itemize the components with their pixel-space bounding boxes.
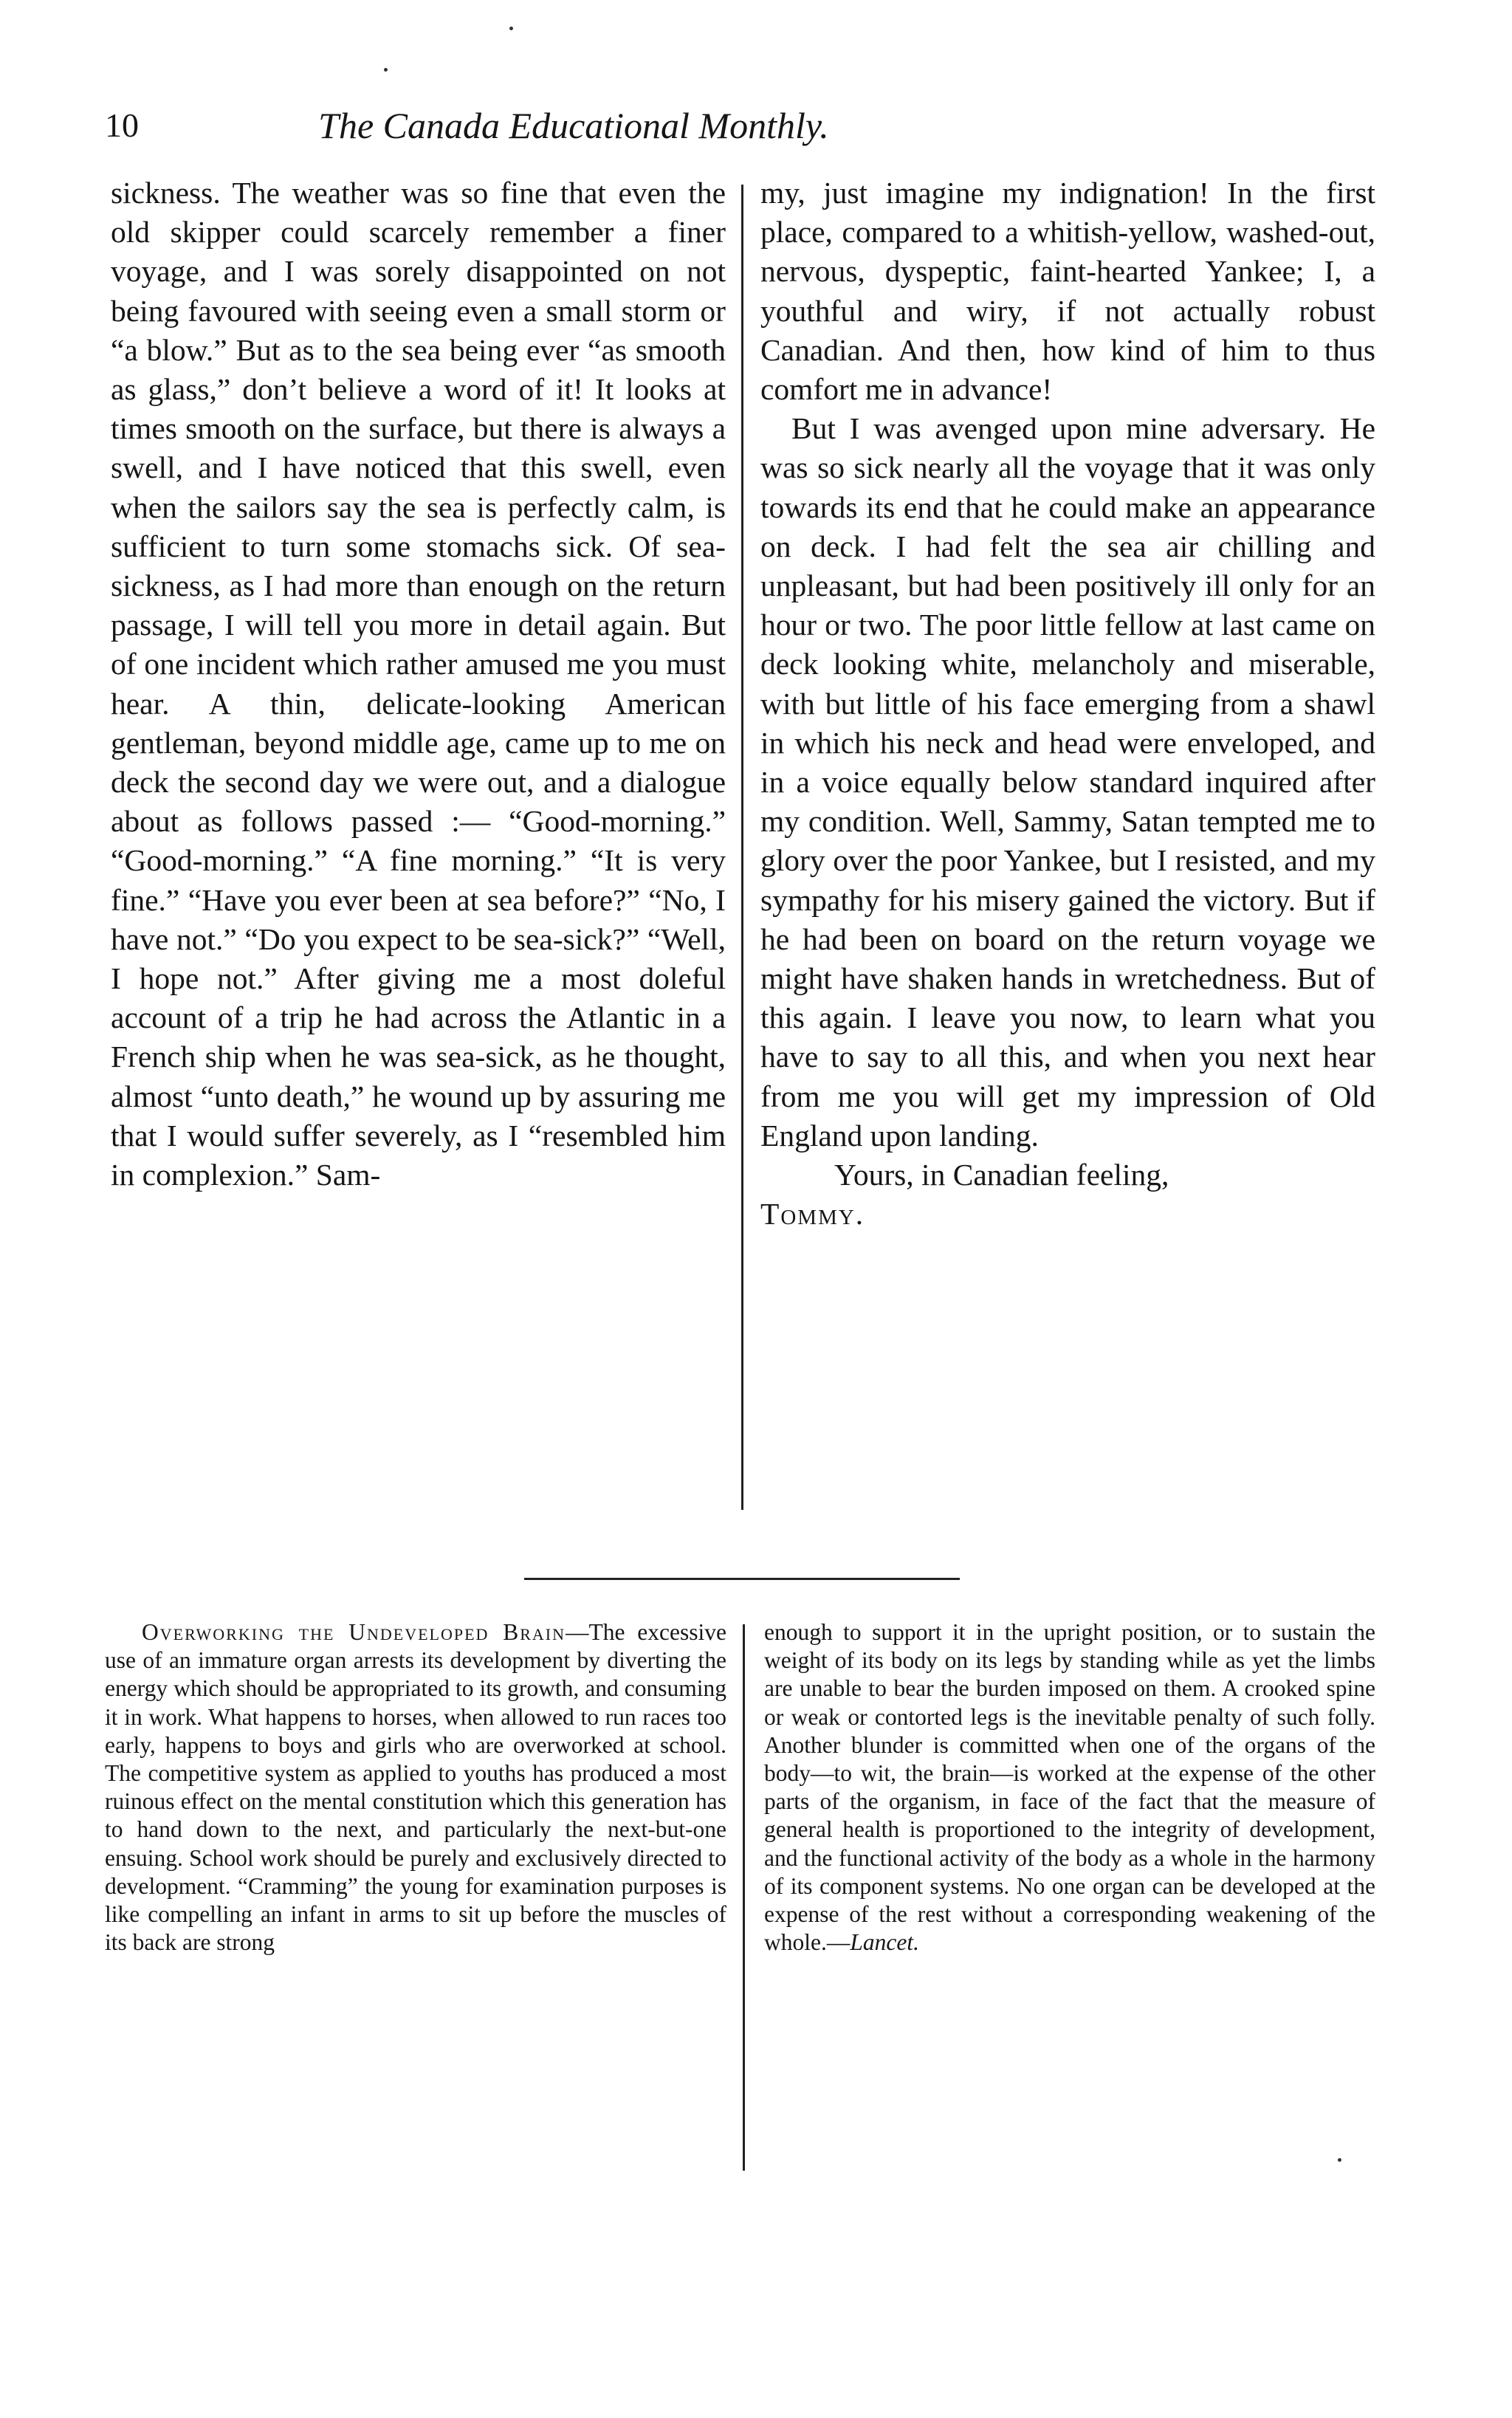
column-rule-lower [743,1624,745,2171]
print-speck [509,27,513,30]
article-source: Lancet. [850,1929,919,1956]
column-rule-upper [741,185,743,1510]
article-left-column [105,1618,726,1957]
letter-signature: Tommy. [760,1197,865,1232]
letter-left-text: sickness. The weather was so fine that even the old skipper could scarcely remember a finer voyage, and I was sorely disappointed on not being favoured with seeing even a small storm or “a blow.” But as to the sea being ever “as smooth as glass,” don’t believe a word of it! It looks at times smooth on the surface, but there is always a swell, and I have noticed that this swell, even when the sailors say the sea is perfectly calm, is sufficient to turn some stomachs sick. Of sea-sickness, as I had more than enough on the return passage, I will tell you more in detail again. But of one incident which rather amused me you must hear. A thin, delicate-looking American gentleman, beyond middle age, came up to me on deck the second day we were out, and a dialogue about as follows passed :— “Good-morning.” “Good-morning.” “A fine morning.” “It is very fine.” “Have you ever been at sea before?” “No, I have not.” “Do you expect to be sea-sick?” “Well, I hope not.” After giving me a most doleful account of a trip he had across the Atlantic in a French ship when he was sea-sick, as he thought, almost “unto death,” he wound up by assuring me that I would suffer severely, as I “resembled him in complexion.” Sam- [111,176,726,1192]
article-right-text: enough to support it in the upright position, or to sustain the weight of its body on its legs by standing while as yet the limbs are unable to bear the burden imposed on them. A crooked spine or weak or contorted legs is the inevitable penalty of such folly. Another blunder is committed when one of the organs of the body—to wit, the brain—is worked at the expense of the other parts of the organism, in face of the fact that the measure of general health is proportioned to the integrity of development, and the functional activity of the body as a whole in the harmony of its component systems. No one organ can be developed at the expense of the rest without a corresponding weakening of the whole.— [764,1619,1375,1956]
page-header [105,103,1042,162]
print-speck [384,68,388,72]
article-paragraph-continued [764,1618,1375,1957]
running-title: The Canada Educational Monthly. [318,105,829,146]
article-left-text: —The excessive use of an immature organ arrests its development by diverting the energy which should be appropriated to its growth, and consuming it in work. What happens to horses, when allowed to run races too early, happens to boys and girls who are overworked at school. The competitive system as applied to youths has produced a most ruinous effect on the mental constitution which this generation has to hand down to the next, and particularly the next-but-one ensuing. School work should be purely and exclusively directed to development. “Cramming” the young for examination purposes is like compelling an infant in arms to sit up before the muscles of its back are strong [105,1619,726,1956]
section-divider [524,1578,960,1580]
article-paragraph [105,1618,726,1957]
letter-closing: Yours, in Canadian feeling, [834,1158,1169,1192]
print-speck [1338,2158,1341,2162]
letter-paragraph-1: my, just imagine my indignation! In the first place, compared to a whitish-yellow, washed-out, nervous, dyspeptic, faint-hearted Yankee; I, a youthful and wiry, if not actually robust Canadian. And then, how kind of him to thus comfort me in advance! [760,176,1375,407]
letter-right-column [760,174,1375,1234]
letter-paragraph-2: But I was avenged upon mine adversary. He was so sick nearly all the voyage that it was only towards its end that he could make an appearance on deck. I had felt the sea air chilling and unpleasant, but had been positively ill only for an hour or two. The poor little fellow at last came on deck looking white, melancholy and miserable, with but little of his face emerging from a shawl in which his neck and head were enveloped, and in a voice equally below standard inquired after my condition. Well, Sammy, Satan tempted me to glory over the poor Yankee, but I resisted, and my sympathy for his misery gained the victory. But if he had been on board on the return voyage we might have shaken hands in wretchedness. But of this again. I leave you now, to learn what you have to say to all this, and when you next hear from me you will get my impression of Old England upon landing. [760,411,1375,1153]
letter-left-column [111,174,726,1195]
article-title: Overworking the Undeveloped Brain [142,1619,566,1645]
article-right-column [764,1618,1375,1957]
page-number: 10 [105,106,139,144]
